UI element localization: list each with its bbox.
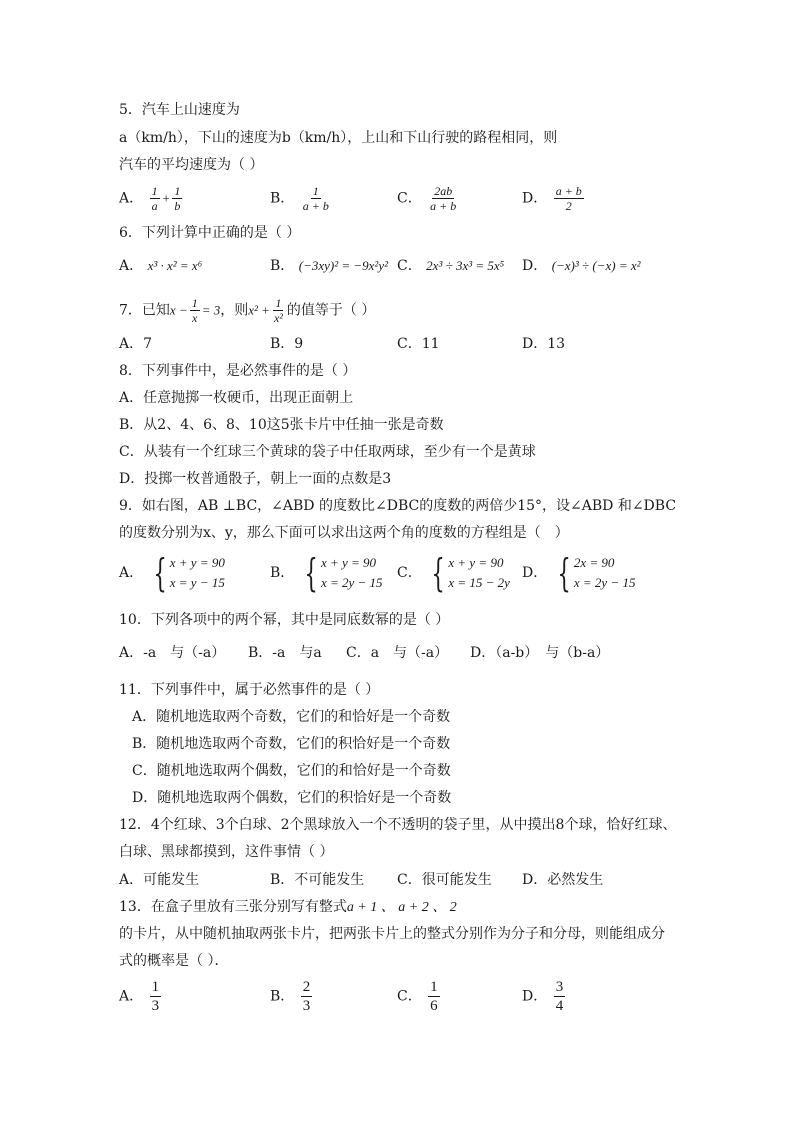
q9-option-d[interactable]: D． { 2x = 90 x = 2y − 15 [522,551,636,595]
q11-option-b[interactable]: B．随机地选取两个奇数，它们的积恰好是一个奇数 [132,736,451,752]
q11-option-d[interactable]: D．随机地选取两个偶数，它们的积恰好是一个奇数 [132,790,452,806]
fraction: $\frac{1}{6}$ [430,979,438,1014]
q5-option-a[interactable]: A． $\frac{1}{a}$ + $\frac{1}{b}$ [119,184,181,213]
fraction: $\frac{1}{\text{x²}}$ [273,296,283,325]
q11-stem: 11．下列事件中，属于必然事件的是（ ） [119,682,380,698]
q7-option-d[interactable]: D．13 [522,336,566,352]
q6-stem: 6．下列计算中正确的是（ ） [119,225,301,241]
q5-stem-line3: 汽车的平均速度为（ ） [119,157,264,173]
q8-stem: 8．下列事件中，是必然事件的是（ ） [119,363,357,379]
q12-option-c[interactable]: C．很可能发生 [397,872,492,888]
equation-system: { x + y = 90 x = y − 15 [153,551,225,595]
fraction: $\frac{1}{3}$ [151,979,160,1014]
q7-option-b[interactable]: B．9 [270,336,304,352]
q11-option-c[interactable]: C．随机地选取两个偶数，它们的和恰好是一个奇数 [132,763,451,779]
q12-stem-line1: 12．4个红球、3个白球、2个黑球放入一个不透明的袋子里，从中摸出8个球，恰好红球、 [119,817,677,833]
q9-option-b[interactable]: B． { x + y = 90 x = 2y − 15 [270,551,383,595]
q6-option-b[interactable]: B． (−3xy)² = −9x²y² [270,258,388,274]
q6-option-d[interactable]: D． (−x)³ ÷ (−x) = x² [522,258,641,274]
equation-system: { x + y = 90 x = 15 − 2y [431,551,510,595]
q10-option-c[interactable]: C．a 与（-a） [346,645,449,661]
q13-option-c[interactable]: C． $\frac{1}{6}$ [397,979,438,1014]
q8-option-a[interactable]: A．任意抛掷一枚硬币，出现正面朝上 [119,390,354,406]
q6-option-a[interactable]: A． x³ · x² = x⁶ [119,258,203,274]
q5-stem-line2: a（km/h），下山的速度为b（km/h），上山和下山行驶的路程相同，则 [119,130,558,146]
fraction: $\frac{1}{x}$ [191,296,198,325]
q8-option-b[interactable]: B．从2、4、6、8、10这5张卡片中任抽一张是奇数 [119,417,444,433]
q8-option-c[interactable]: C．从装有一个红球三个黄球的袋子中任取两球，至少有一个是黄球 [119,444,536,460]
equation-system: { x + y = 90 x = 2y − 15 [304,551,383,595]
q9-stem-line1: 9．如右图，AB ⊥BC，∠ABD 的度数比∠DBC的度数的两倍少15°，设∠ABD 和∠DBC [119,498,677,514]
q10-stem: 10．下列各项中的两个幂，其中是同底数幂的是（ ） [119,612,450,628]
fraction: $\frac{2}{3}$ [302,979,311,1014]
q5-stem-line1: 5．汽车上山速度为 [119,102,240,118]
fraction: $\frac{3}{4}$ [555,979,564,1014]
q13-option-b[interactable]: B． $\frac{2}{3}$ [270,979,311,1014]
q10-option-d[interactable]: D．（a-b） 与（b-a） [470,645,610,661]
fraction: $\frac{a + b}{2}$ [555,184,582,213]
q13-stem-line2: 的卡片，从中随机抽取两张卡片，把两张卡片上的整式分别作为分子和分母，则能组成分 [119,926,665,942]
fraction: $\frac{1}{a + b}$ [302,184,329,213]
q10-option-a[interactable]: A．-a 与（-a） [119,645,226,661]
q13-option-a[interactable]: A． $\frac{1}{3}$ [119,979,160,1014]
fraction: $\frac{2ab}{a + b}$ [430,184,457,213]
q9-stem-line2: 的度数分别为x、y，那么下面可以求出这两个角的度数的方程组是（ ） [119,525,569,541]
q13-option-d[interactable]: D． $\frac{3}{4}$ [522,979,564,1014]
fraction: $\frac{1}{a}$ [151,184,158,213]
q5-option-b[interactable]: B． $\frac{1}{a + b}$ [270,184,329,213]
q12-option-d[interactable]: D．必然发生 [522,872,604,888]
equation-system: { 2x = 90 x = 2y − 15 [557,551,636,595]
q7-stem: 7．已知x − $\frac{1}{x}$ = 3，则x² + $\frac{1}{\text{x²}}$ 的值等于（ ） [119,296,376,325]
q9-option-c[interactable]: C． { x + y = 90 x = 15 − 2y [397,551,510,595]
q8-option-d[interactable]: D．投掷一枚普通骰子，朝上一面的点数是3 [119,471,392,487]
q12-option-b[interactable]: B．不可能发生 [270,872,365,888]
q6-option-c[interactable]: C． 2x³ ÷ 3x³ = 5x⁵ [397,258,505,274]
q13-stem-line1: 13．在盒子里放有三张分别写有整式a + 1 、 a + 2 、 2 [119,899,457,915]
fraction: $\frac{1}{b}$ [174,184,181,213]
q11-option-a[interactable]: A．随机地选取两个奇数，它们的和恰好是一个奇数 [132,709,451,725]
q9-option-a[interactable]: A． { x + y = 90 x = y − 15 [119,551,225,595]
q5-option-d[interactable]: D． $\frac{a + b}{2}$ [522,184,582,213]
q12-stem-line2: 白球、黑球都摸到，这件事情（ ） [119,844,334,860]
q7-option-a[interactable]: A．7 [119,336,153,352]
q12-option-a[interactable]: A．可能发生 [119,872,200,888]
q7-option-c[interactable]: C．11 [397,336,440,352]
q13-stem-line3: 式的概率是（ ）． [119,953,229,969]
q5-option-c[interactable]: C． $\frac{2ab}{a + b}$ [397,184,457,213]
q10-option-b[interactable]: B．-a 与a [248,645,322,661]
